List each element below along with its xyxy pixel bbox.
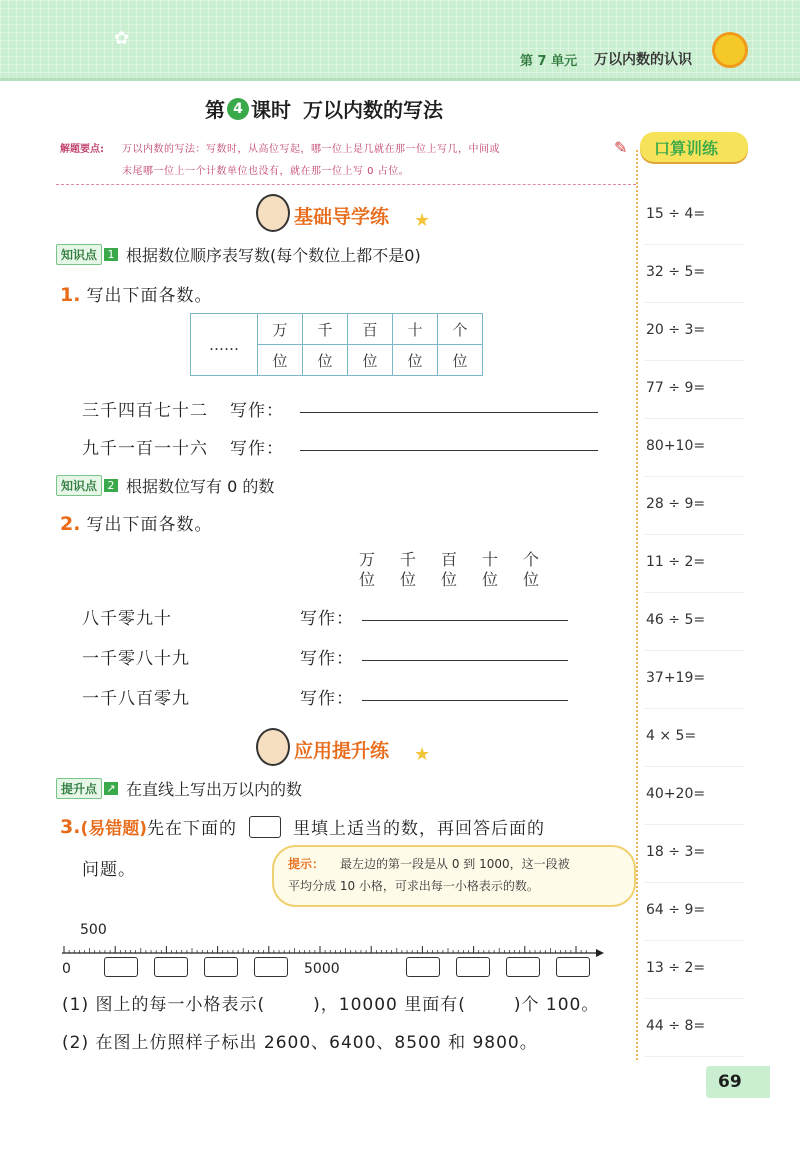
oral-divider [644,360,744,361]
oral-divider [644,940,744,941]
oral-item: 13 ÷ 2= [646,960,706,976]
place-head: 千 位 [399,550,416,589]
place-head: 个 位 [522,550,539,589]
kid-mascot-icon [256,194,290,232]
oral-item: 20 ÷ 3= [646,322,706,338]
numline-label-5000: 5000 [304,961,340,977]
key-points-line1: 万以内数的写法：写数时，从高位写起，哪一位上是几就在那一位上写几，中间或 [122,144,500,155]
table-cell: 位 [438,345,483,376]
question-text: 写出下面各数。 [86,515,213,535]
numline-label-0: 0 [62,961,71,977]
place-head: 十 位 [481,550,498,589]
answer-blank[interactable] [362,700,568,701]
page-number: 69 [718,1072,742,1092]
section-banner-advanced: 应用提升练 [294,740,390,762]
oral-divider [644,708,744,709]
answer-box[interactable] [506,957,540,977]
oral-item: 80+10= [646,438,706,454]
question-tag: (易错题) [80,819,147,839]
place-value-table [190,313,483,376]
answer-box[interactable] [104,957,138,977]
oral-divider [644,1056,744,1057]
star-icon: ★ [414,744,431,765]
oral-divider [644,824,744,825]
sample-box [249,816,281,838]
question-text-a: 先在下面的 [147,819,237,839]
arrow-icon: ↗ [104,782,118,795]
kid-mascot-icon [256,728,290,766]
pencil-icon: ✎ [614,138,628,157]
kp-tag: 知识点 [56,475,102,496]
question-3 [60,814,545,839]
answer-blank[interactable] [362,620,568,621]
number-line-ticks [64,946,586,953]
sub-question-1 [62,990,599,1015]
oral-item: 37+19= [646,670,706,686]
q2-item-2-label: 一千零八十九 [82,649,190,669]
lesson-prefix: 第 [205,98,225,122]
oral-item: 4 × 5= [646,728,697,744]
butterfly-icon: ✿ [114,28,130,49]
kp-text: 根据数位顺序表写数(每个数位上都不是0) [126,246,421,265]
knowledge-point-1 [56,243,421,266]
oral-divider [644,592,744,593]
oral-item: 18 ÷ 3= [646,844,706,860]
oral-divider [644,418,744,419]
kp-number: 1 [104,248,118,261]
q2-item-1-write: 写作： [300,609,354,629]
sub-question-2: (2) 在图上仿照样子标出 2600、6400、8500 和 9800。 [62,1033,538,1053]
q2-item-2-write: 写作： [300,649,354,669]
oral-divider [644,650,744,651]
answer-box[interactable] [556,957,590,977]
table-cell: 十 [393,314,438,345]
oral-training-column [636,150,644,1060]
q2-item-1-label: 八千零九十 [82,609,172,629]
place-value-headers [350,550,548,590]
oral-divider [644,476,744,477]
kp-tag: 知识点 [56,244,102,265]
question-text-c: 问题。 [82,860,136,880]
kp-text: 根据数位写有 0 的数 [126,477,275,496]
place-head: 百 位 [440,550,457,589]
oral-item: 40+20= [646,786,706,802]
table-cell: 位 [348,345,393,376]
oral-item: 11 ÷ 2= [646,554,706,570]
lesson-number-badge: 4 [227,98,249,120]
place-head: 万 位 [358,550,375,589]
improvement-point [56,777,302,800]
star-icon: ★ [414,210,431,231]
oral-divider [644,302,744,303]
question-text-b: 里填上适当的数，再回答后面的 [293,819,545,839]
answer-blank[interactable] [300,412,598,413]
unit-label: 第 7 单元 [520,54,578,69]
answer-box[interactable] [406,957,440,977]
q2-item-3-label: 一千八百零九 [82,689,190,709]
oral-divider [644,244,744,245]
lesson-suffix: 课时 [251,98,291,122]
kp-tag: 提升点 [56,778,102,799]
numline-label-500: 500 [80,922,107,938]
sub1-b: )，10000 里面有( [313,995,466,1015]
question-number: 2. [60,513,81,535]
q1-item-2-label: 九千一百一十六 [82,439,208,459]
oral-divider [644,998,744,999]
arrow-head-icon [596,949,604,957]
table-cell: 千 [303,314,348,345]
question-1 [60,281,212,306]
knowledge-point-2 [56,474,274,497]
question-number: 3. [60,815,81,838]
q1-item-2-write: 写作： [230,439,284,459]
answer-blank[interactable] [300,450,598,451]
key-points-line2: 末尾哪一位上一个计数单位也没有，就在那一位上写 0 占位。 [122,166,410,177]
oral-item: 15 ÷ 4= [646,206,706,222]
q1-item-1-label: 三千四百七十二 [82,401,208,421]
answer-blank[interactable] [265,990,313,1015]
answer-box[interactable] [456,957,490,977]
answer-box[interactable] [154,957,188,977]
oral-divider [644,534,744,535]
oral-item: 28 ÷ 9= [646,496,706,512]
sunflower-icon [712,32,748,68]
key-points-label: 解题要点: [60,144,104,155]
kp-text: 在直线上写出万以内的数 [126,780,303,799]
lesson-title-text: 万以内数的写法 [303,98,443,122]
unit-title: 万以内数的认识 [594,52,692,68]
table-cell: 百 [348,314,393,345]
oral-item: 44 ÷ 8= [646,1018,706,1034]
oral-divider [644,882,744,883]
sub1-a: (1) 图上的每一小格表示( [62,995,266,1015]
oral-item: 32 ÷ 5= [646,264,706,280]
question-number: 1. [60,284,81,306]
hint-line1: 最左边的第一段是从 0 到 1000，这一段被 [340,857,570,871]
question-2 [60,510,212,535]
table-cell: 位 [303,345,348,376]
table-cell: 个 [438,314,483,345]
lesson-title [205,94,443,123]
table-cell: 万 [258,314,303,345]
sub1-c: )个 100。 [513,995,600,1015]
hint-label: 提示： [288,857,325,871]
table-dots: …… [191,314,258,376]
q2-item-3-write: 写作： [300,689,354,709]
kp-number: 2 [104,479,118,492]
oral-item: 46 ÷ 5= [646,612,706,628]
hint-line2: 平均分成 10 小格，可求出每一小格表示的数。 [288,879,539,893]
answer-box[interactable] [204,957,238,977]
oral-item: 77 ÷ 9= [646,380,706,396]
section-banner-basic: 基础导学练 [294,206,390,228]
oral-divider [644,766,744,767]
answer-box[interactable] [254,957,288,977]
oral-item: 64 ÷ 9= [646,902,706,918]
answer-blank[interactable] [362,660,568,661]
table-cell: 位 [393,345,438,376]
answer-blank[interactable] [466,990,514,1015]
oral-training-title: 口算训练 [654,139,719,158]
q1-item-1-write: 写作： [230,401,284,421]
table-cell: 位 [258,345,303,376]
question-text: 写出下面各数。 [86,286,213,306]
